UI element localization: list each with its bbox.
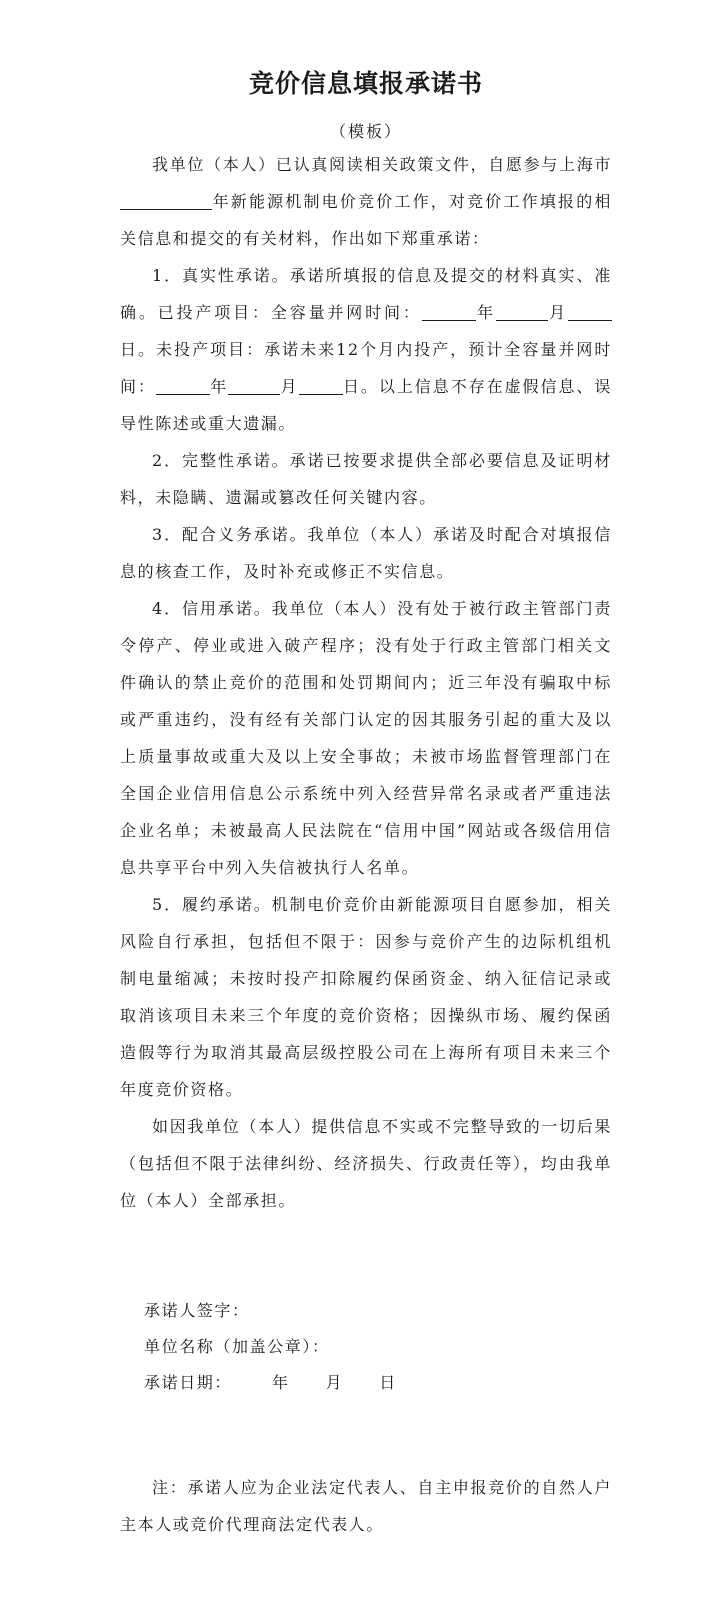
grid-day-blank-built[interactable] (568, 302, 612, 321)
unit-name-line[interactable] (120, 1329, 612, 1365)
signature-block (120, 1293, 612, 1401)
date-day-label: 日 (379, 1373, 397, 1392)
item-1-authenticity (120, 257, 612, 442)
item-5-performance: 5．履约承诺。机制电价竞价由新能源项目自愿参加，相关风险自行承担，包括但不限于：因参与竞价产生的边际机组机制电量缩减；未按时投产扣除履约保函资金、纳入征信记录或取消该项目未来三个年度的竞价资格；因操纵市场、履约保函造假等行为取消其最高层级控股公司在上海所有项目未来三个年度竞价资格。 (120, 895, 612, 1099)
commitment-date-line[interactable] (120, 1365, 612, 1401)
signer-label: 承诺人签字： (144, 1301, 250, 1320)
unit-name-label: 单位名称（加盖公章）： (144, 1337, 330, 1356)
grid-year-blank-planned[interactable] (156, 376, 210, 395)
date-label: 承诺日期： (144, 1373, 233, 1392)
document-title: 竞价信息填报承诺书 (248, 69, 483, 98)
item-1-text-part2: 日。未投产项目：承诺未来12个月内投产，预计全容量并网时间： (120, 340, 612, 396)
intro-text-part2: 年新能源机制电价竞价工作，对竞价工作填报的相关信息和提交的有关材料，作出如下郑重承诺： (120, 192, 612, 248)
item-1-text-part1: 1．真实性承诺。承诺所填报的信息及提交的材料真实、准确。已投产项目：全容量并网时间： (120, 266, 612, 322)
year-blank[interactable] (120, 191, 212, 210)
intro-text-part1: 我单位（本人）已认真阅读相关政策文件，自愿参与上海市 (152, 155, 612, 174)
grid-month-blank-planned[interactable] (228, 376, 280, 395)
item-2-completeness: 2．完整性承诺。承诺已按要求提供全部必要信息及证明材料，未隐瞒、遗漏或篡改任何关键内容。 (120, 451, 612, 507)
document-subtitle: （模板） (329, 122, 402, 141)
date-year-label: 年 (272, 1373, 290, 1392)
signer-signature-line[interactable] (120, 1293, 612, 1329)
item-1-month-label: 月 (547, 303, 568, 322)
intro-paragraph (120, 146, 612, 257)
grid-month-blank-built[interactable] (496, 302, 548, 321)
grid-year-blank-built[interactable] (422, 302, 476, 321)
item-1-text-part3: 日。以上信息不存在虚假信息、误导性陈述或重大遗漏。 (120, 377, 612, 433)
item-1-year-label: 年 (475, 303, 496, 322)
grid-day-blank-planned[interactable] (299, 376, 343, 395)
item-3-cooperation: 3．配合义务承诺。我单位（本人）承诺及时配合对填报信息的核查工作，及时补充或修正不实信息。 (120, 525, 612, 581)
item-1-year-label-2: 年 (209, 377, 229, 396)
footnote: 注：承诺人应为企业法定代表人、自主申报竞价的自然人户主本人或竞价代理商法定代表人。 (120, 1478, 612, 1534)
consequence-paragraph: 如因我单位（本人）提供信息不实或不完整导致的一切后果（包括但不限于法律纠纷、经济损失、行政责任等），均由我单位（本人）全部承担。 (120, 1117, 612, 1210)
item-1-month-label-2: 月 (280, 377, 299, 396)
date-month-label: 月 (325, 1373, 344, 1392)
item-4-credit: 4．信用承诺。我单位（本人）没有处于被行政主管部门责令停产、停业或进入破产程序；没有处于行政主管部门相关文件确认的禁止竞价的范围和处罚期间内；近三年没有骗取中标或严重违约，没有经有关部门认定的因其服务引起的重大及以上质量事故或重大及以上安全事故；未被市场监督管理部门在全国企业信用信息公示系统中列入经营异常名录或者严重违法企业名单；未被最高人民法院在“信用中国”网站或各级信用信息共享平台中列入失信被执行人名单。 (120, 599, 612, 877)
